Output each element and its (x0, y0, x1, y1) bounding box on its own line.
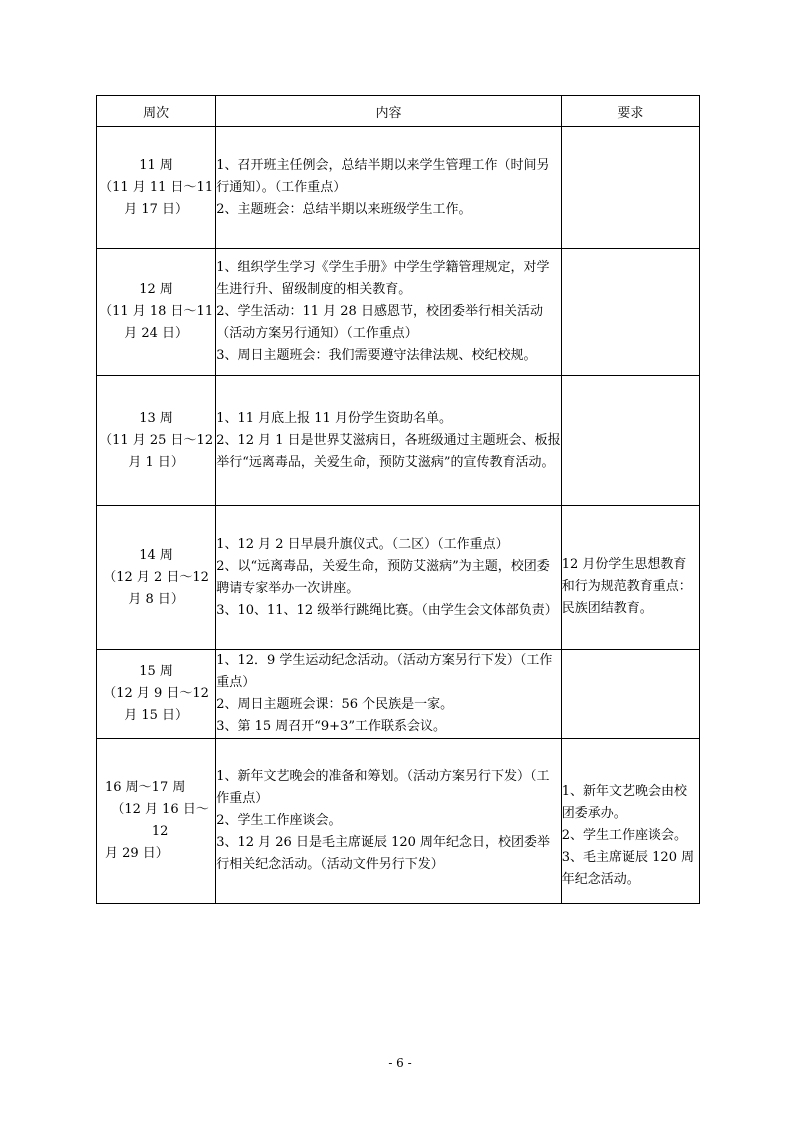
week-range-end: 月 24 日） (124, 326, 188, 341)
content-cell (216, 249, 562, 376)
requirement-cell (561, 249, 699, 376)
content-cell (216, 739, 562, 904)
content-item: 2、学生活动：11 月 28 日感恩节，校团委举行相关活动（活动方案另行通知）（工作重点） (216, 304, 543, 341)
content-item: 3、周日主题班会：我们需要遵守法律法规、校纪校规。 (216, 348, 537, 363)
table-row (97, 249, 700, 376)
week-label: 12 周 (139, 282, 173, 297)
week-range-start: （11 月 11 日～11 (99, 179, 214, 195)
requirement-item: 1、新年文艺晚会由校团委承办。 (561, 784, 688, 821)
table-row (97, 650, 700, 739)
week-range-start: （12 月 9 日～12 (103, 686, 209, 701)
content-item: 1、11 月底上报 11 月份学生资助名单。 (216, 410, 452, 426)
page-number: - 6 - (388, 1056, 412, 1070)
week-cell (97, 650, 216, 739)
requirement-item: 12 月份学生思想教育和行为规范教育重点：民族团结教育。 (561, 556, 692, 616)
content-item: 3、10、11、12 级举行跳绳比赛。（由学生会文体部负责） (216, 602, 558, 618)
content-item: 3、12 月 26 日是毛主席诞辰 120 周年纪念日，校团委举行相关纪念活动。（活动文件另行下发） (216, 835, 551, 872)
content-item: 1、12 月 2 日早晨升旗仪式。（二区）（工作重点） (216, 536, 509, 552)
requirement-cell (561, 127, 699, 249)
content-item: 2、12 月 1 日是世界艾滋病日，各班级通过主题班会、板报举行“远离毒品，关爱生命，预防艾滋病”的宣传教育活动。 (216, 432, 561, 470)
content-item: 2、学生工作座谈会。 (216, 813, 342, 828)
week-label: 14 周 (139, 547, 173, 563)
week-cell (97, 127, 216, 249)
week-range-end: 月 17 日） (124, 201, 188, 217)
requirement-item: 3、毛主席诞辰 120 周年纪念活动。 (561, 850, 695, 887)
header-requirement: 要求 (561, 96, 699, 127)
schedule-table (96, 95, 700, 904)
week-label: 11 周 (139, 157, 173, 173)
content-item: 3、第 15 周召开“9+3”工作联系会议。 (216, 719, 446, 734)
week-range-start: （12 月 2 日～12 (103, 569, 209, 585)
table-row (97, 127, 700, 249)
content-item: 2、周日主题班会课：56 个民族是一家。 (216, 697, 454, 712)
week-label: 15 周 (139, 664, 173, 679)
content-item: 2、以“远离毒品，关爱生命，预防艾滋病”为主题，校团委聘请专家举办一次讲座。 (216, 558, 550, 596)
table-row (97, 506, 700, 650)
content-cell (216, 127, 562, 249)
content-item: 1、12．9 学生运动纪念活动。（活动方案另行下发）（工作重点） (216, 653, 553, 690)
week-cell (97, 739, 216, 904)
content-item: 1、召开班主任例会，总结半期以来学生管理工作（时间另行通知）。（工作重点） (216, 157, 550, 195)
content-item: 2、主题班会：总结半期以来班级学生工作。 (216, 201, 472, 217)
content-cell (216, 650, 562, 739)
content-item: 1、组织学生学习《学生手册》中学生学籍管理规定，对学生进行升、留级制度的相关教育。 (216, 260, 550, 297)
week-range-start: （11 月 25 日～12 (99, 432, 214, 448)
requirement-item: 2、学生工作座谈会。 (561, 828, 688, 843)
requirement-cell (561, 650, 699, 739)
table-row (97, 739, 700, 904)
content-item: 1、新年文艺晚会的准备和筹划。（活动方案另行下发）（工作重点） (216, 769, 550, 806)
week-range-end: 月 8 日） (128, 591, 184, 607)
table-header-row (97, 96, 700, 127)
week-range-start: （11 月 18 日～11 (99, 304, 214, 319)
week-range-end: 月 15 日） (124, 708, 188, 723)
week-cell (97, 376, 216, 506)
requirement-cell (561, 376, 699, 506)
week-label: 16 周～17 周 (105, 780, 186, 795)
week-range-end: 月 29 日） (105, 846, 169, 861)
content-cell (216, 506, 562, 650)
week-cell (97, 249, 216, 376)
header-week: 周次 (97, 96, 216, 127)
week-cell (97, 506, 216, 650)
requirement-cell (561, 506, 699, 650)
content-cell (216, 376, 562, 506)
week-range-end: 月 1 日） (128, 454, 184, 470)
table-row (97, 376, 700, 506)
header-content: 内容 (216, 96, 562, 127)
requirement-cell (561, 739, 699, 904)
week-range-start: （12 月 16 日～12 (111, 802, 209, 839)
week-label: 13 周 (139, 410, 173, 426)
